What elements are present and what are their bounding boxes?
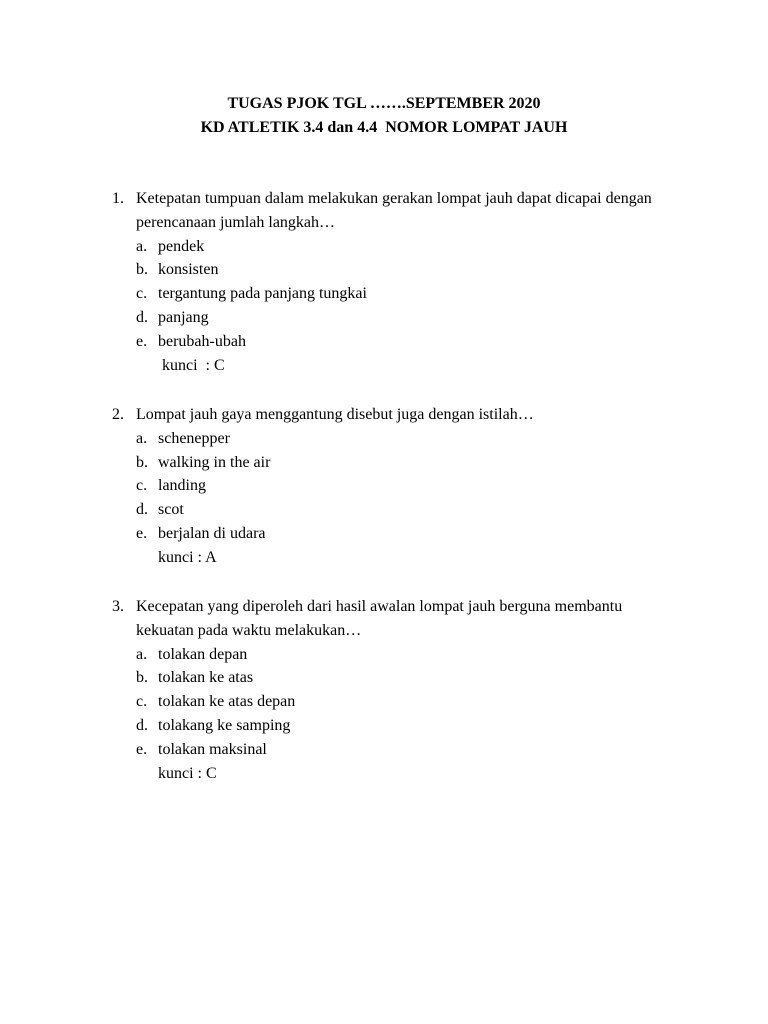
question-2-option-b [112, 451, 672, 475]
question-3-option-d [112, 714, 672, 738]
option-text: tergantung pada panjang tungkai [158, 285, 367, 303]
option-text: tolakan ke atas depan [158, 693, 296, 711]
question-3-option-a [112, 643, 672, 667]
question-3-stem [112, 595, 672, 643]
question-3-number: 3. [112, 598, 124, 615]
option-letter: c. [136, 693, 148, 711]
option-text: tolakan depan [158, 645, 248, 663]
question-1-answer-key: kunci : C [158, 356, 225, 374]
option-letter: a. [136, 645, 148, 663]
option-letter: b. [136, 453, 148, 471]
question-1-text: Ketepatan tumpuan dalam melakukan gerakan lompat jauh dapat dicapai dengan perencanaan jumlah langkah… [136, 190, 652, 231]
option-text: schenepper [158, 429, 230, 447]
option-letter: b. [136, 669, 148, 687]
option-text: tolakang ke samping [158, 716, 291, 734]
question-3 [112, 595, 672, 785]
option-letter: e. [136, 740, 148, 758]
option-text: tolakan ke atas [158, 669, 254, 687]
question-3-options [112, 643, 672, 762]
question-3-option-c [112, 690, 672, 714]
question-2-answer-key: kunci : A [158, 548, 217, 566]
question-1-option-e [112, 330, 672, 354]
title-line-1: TUGAS PJOK TGL …….SEPTEMBER 2020 [227, 95, 541, 112]
option-text: konsisten [158, 261, 219, 279]
option-text: tolakan maksinal [158, 740, 267, 758]
option-text: berubah-ubah [158, 332, 246, 350]
question-1-stem [112, 187, 672, 235]
question-2-option-e [112, 522, 672, 546]
option-letter: d. [136, 501, 148, 519]
question-1-option-c [112, 282, 672, 306]
question-2-options [112, 427, 672, 546]
document-title [0, 92, 768, 140]
question-2-text: Lompat jauh gaya menggantung disebut juga dengan istilah… [136, 406, 534, 423]
option-text: walking in the air [158, 453, 271, 471]
question-2-option-a [112, 427, 672, 451]
question-1-option-b [112, 258, 672, 282]
question-3-option-b [112, 666, 672, 690]
question-1-option-d [112, 306, 672, 330]
title-line-2: KD ATLETIK 3.4 dan 4.4 NOMOR LOMPAT JAUH [200, 119, 568, 136]
question-1 [112, 187, 672, 377]
option-text: pendek [158, 237, 205, 255]
option-letter: a. [136, 429, 148, 447]
option-letter: d. [136, 308, 148, 326]
question-2-stem [112, 403, 672, 427]
question-2-option-d [112, 498, 672, 522]
question-2-number: 2. [112, 406, 124, 423]
option-text: scot [158, 501, 184, 519]
question-3-text: Kecepatan yang diperoleh dari hasil awalan lompat jauh berguna membantu kekuatan pada waktu melakukan… [136, 598, 623, 639]
option-letter: c. [136, 285, 148, 303]
question-2-option-c [112, 474, 672, 498]
question-1-number: 1. [112, 190, 124, 207]
question-2 [112, 403, 672, 570]
option-letter: e. [136, 524, 148, 542]
question-3-option-e [112, 738, 672, 762]
option-letter: c. [136, 477, 148, 495]
option-text: panjang [158, 308, 209, 326]
option-letter: e. [136, 332, 148, 350]
question-3-answer-key: kunci : C [158, 764, 217, 782]
option-text: berjalan di udara [158, 524, 266, 542]
question-1-options [112, 235, 672, 354]
option-letter: d. [136, 716, 148, 734]
option-letter: b. [136, 261, 148, 279]
question-1-option-a [112, 235, 672, 259]
option-text: landing [158, 477, 206, 495]
option-letter: a. [136, 237, 148, 255]
